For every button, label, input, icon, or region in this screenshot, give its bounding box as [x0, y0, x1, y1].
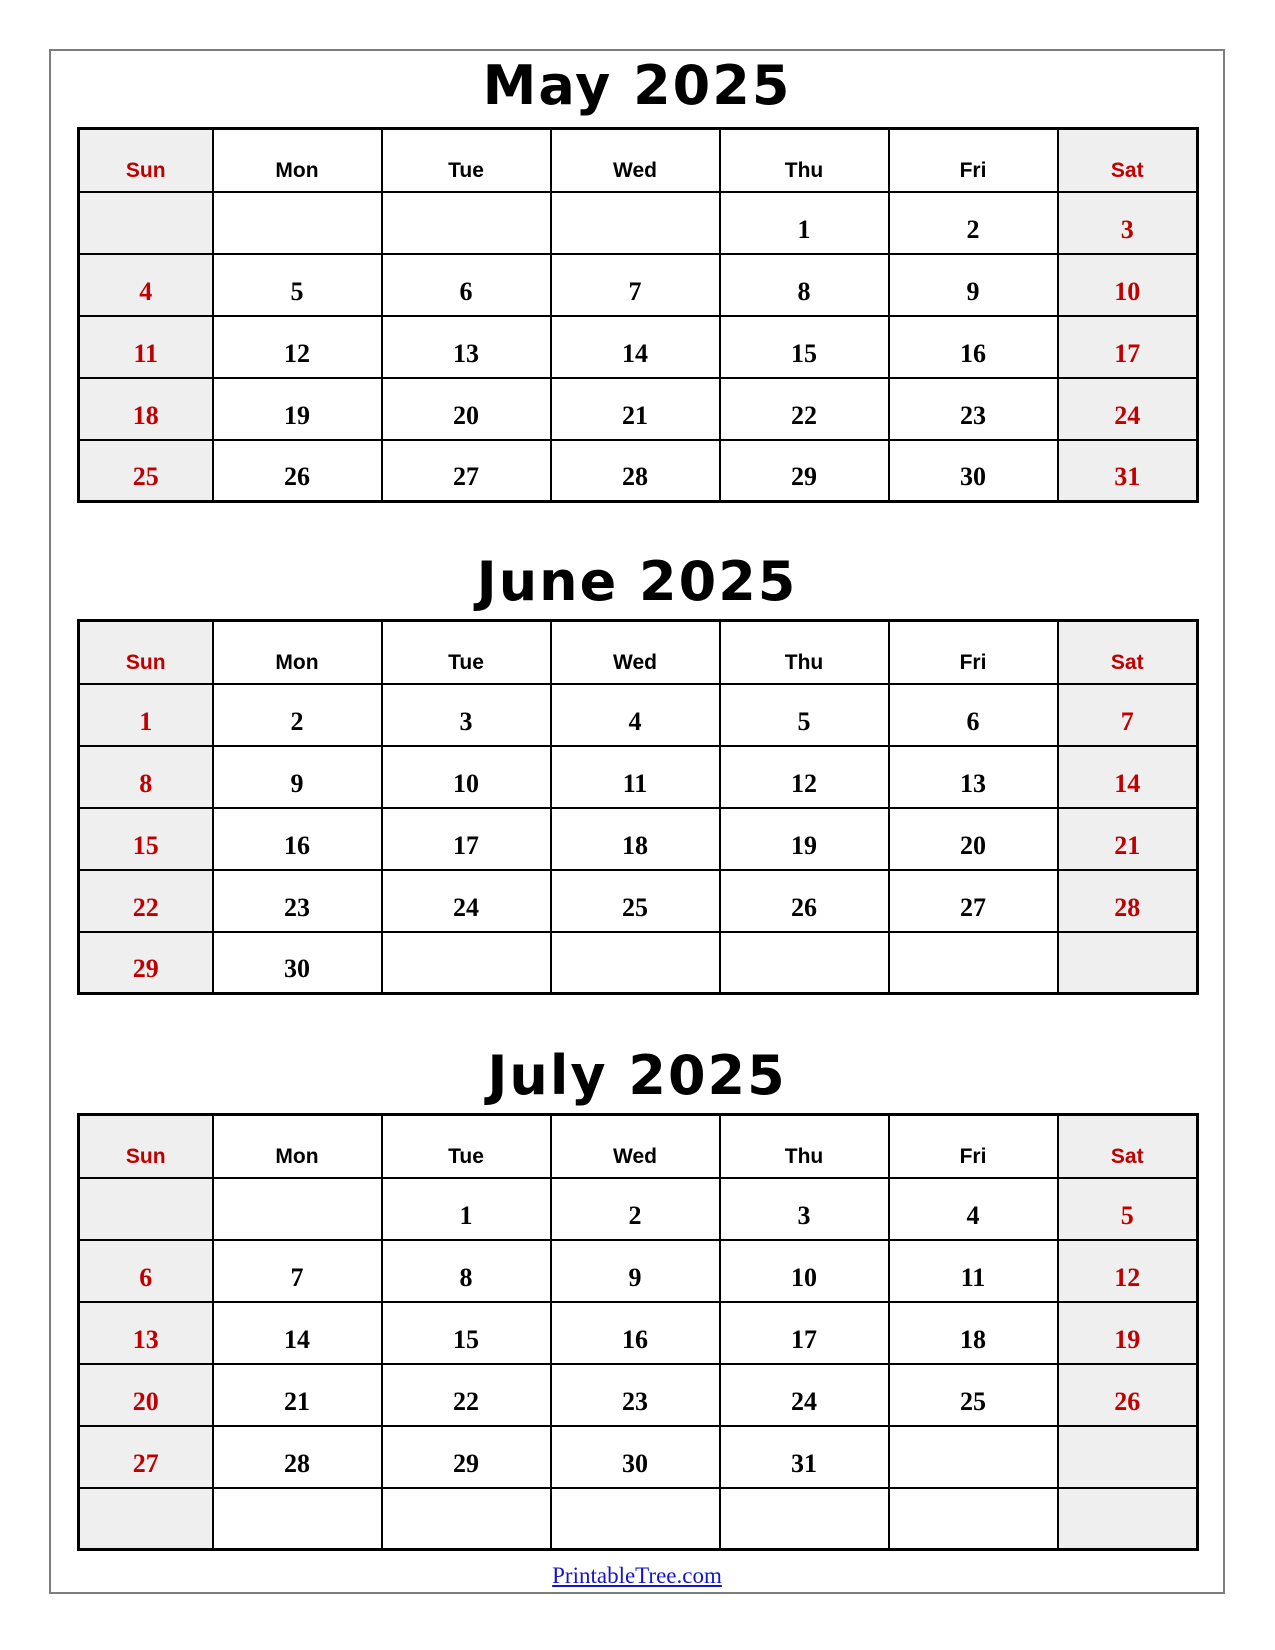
weekday-header-row [79, 1115, 1198, 1178]
calendar-table-july [77, 1113, 1199, 1551]
day-cell-19: 19 [1058, 1302, 1198, 1364]
day-cell-26: 26 [1058, 1364, 1198, 1426]
day-cell-empty [382, 192, 551, 254]
day-cell-9: 9 [213, 746, 382, 808]
day-cell-13: 13 [79, 1302, 213, 1364]
day-cell-30: 30 [889, 440, 1058, 502]
day-cell-empty [1058, 1488, 1198, 1550]
week-row [79, 870, 1198, 932]
day-cell-empty [213, 192, 382, 254]
day-cell-20: 20 [889, 808, 1058, 870]
day-cell-empty [551, 1488, 720, 1550]
month-section-may [51, 54, 1223, 503]
day-cell-4: 4 [889, 1178, 1058, 1240]
day-cell-28: 28 [1058, 870, 1198, 932]
day-cell-24: 24 [1058, 378, 1198, 440]
day-cell-2: 2 [889, 192, 1058, 254]
day-cell-27: 27 [889, 870, 1058, 932]
day-cell-empty [889, 1426, 1058, 1488]
calendar-table-june [77, 619, 1199, 995]
weekday-header-fri: Fri [889, 1115, 1058, 1178]
day-cell-24: 24 [382, 870, 551, 932]
week-row [79, 1364, 1198, 1426]
day-cell-13: 13 [889, 746, 1058, 808]
month-title-june: June 2025 [476, 550, 798, 613]
day-cell-29: 29 [720, 440, 889, 502]
day-cell-15: 15 [382, 1302, 551, 1364]
day-cell-5: 5 [720, 684, 889, 746]
day-cell-empty [79, 192, 213, 254]
day-cell-27: 27 [79, 1426, 213, 1488]
day-cell-30: 30 [551, 1426, 720, 1488]
day-cell-31: 31 [720, 1426, 889, 1488]
week-row [79, 684, 1198, 746]
day-cell-23: 23 [551, 1364, 720, 1426]
week-row [79, 1178, 1198, 1240]
day-cell-empty [889, 932, 1058, 994]
day-cell-25: 25 [551, 870, 720, 932]
day-cell-9: 9 [889, 254, 1058, 316]
weekday-header-fri: Fri [889, 621, 1058, 684]
weekday-header-fri: Fri [889, 129, 1058, 192]
day-cell-20: 20 [79, 1364, 213, 1426]
week-row [79, 378, 1198, 440]
day-cell-25: 25 [889, 1364, 1058, 1426]
footer-link-printabletree[interactable]: PrintableTree.com [552, 1563, 722, 1588]
day-cell-28: 28 [213, 1426, 382, 1488]
day-cell-21: 21 [213, 1364, 382, 1426]
day-cell-5: 5 [1058, 1178, 1198, 1240]
week-row [79, 254, 1198, 316]
day-cell-7: 7 [1058, 684, 1198, 746]
day-cell-27: 27 [382, 440, 551, 502]
day-cell-21: 21 [551, 378, 720, 440]
weekday-header-row [79, 129, 1198, 192]
week-row [79, 440, 1198, 502]
day-cell-3: 3 [1058, 192, 1198, 254]
day-cell-8: 8 [382, 1240, 551, 1302]
month-section-july [51, 1044, 1223, 1551]
day-cell-25: 25 [79, 440, 213, 502]
week-row [79, 1302, 1198, 1364]
day-cell-4: 4 [551, 684, 720, 746]
day-cell-empty [79, 1178, 213, 1240]
weekday-header-tue: Tue [382, 1115, 551, 1178]
day-cell-11: 11 [79, 316, 213, 378]
day-cell-15: 15 [720, 316, 889, 378]
day-cell-1: 1 [382, 1178, 551, 1240]
day-cell-19: 19 [213, 378, 382, 440]
day-cell-14: 14 [213, 1302, 382, 1364]
weekday-header-sun: Sun [79, 1115, 213, 1178]
day-cell-14: 14 [551, 316, 720, 378]
day-cell-3: 3 [382, 684, 551, 746]
day-cell-2: 2 [213, 684, 382, 746]
day-cell-29: 29 [79, 932, 213, 994]
weekday-header-sun: Sun [79, 621, 213, 684]
day-cell-10: 10 [382, 746, 551, 808]
weekday-header-row [79, 621, 1198, 684]
week-row [79, 1488, 1198, 1550]
day-cell-21: 21 [1058, 808, 1198, 870]
day-cell-23: 23 [213, 870, 382, 932]
day-cell-empty [1058, 932, 1198, 994]
day-cell-2: 2 [551, 1178, 720, 1240]
day-cell-15: 15 [79, 808, 213, 870]
day-cell-11: 11 [551, 746, 720, 808]
month-title-may: May 2025 [482, 54, 792, 117]
day-cell-17: 17 [1058, 316, 1198, 378]
day-cell-14: 14 [1058, 746, 1198, 808]
day-cell-12: 12 [720, 746, 889, 808]
day-cell-7: 7 [213, 1240, 382, 1302]
day-cell-1: 1 [720, 192, 889, 254]
weekday-header-tue: Tue [382, 621, 551, 684]
week-row [79, 932, 1198, 994]
weekday-header-sun: Sun [79, 129, 213, 192]
day-cell-16: 16 [889, 316, 1058, 378]
day-cell-18: 18 [889, 1302, 1058, 1364]
weekday-header-sat: Sat [1058, 129, 1198, 192]
day-cell-empty [720, 1488, 889, 1550]
day-cell-22: 22 [79, 870, 213, 932]
footer [51, 1563, 1223, 1589]
day-cell-18: 18 [79, 378, 213, 440]
day-cell-8: 8 [79, 746, 213, 808]
weekday-header-wed: Wed [551, 129, 720, 192]
day-cell-empty [382, 1488, 551, 1550]
day-cell-31: 31 [1058, 440, 1198, 502]
week-row [79, 1426, 1198, 1488]
calendar-table-may [77, 127, 1199, 503]
day-cell-18: 18 [551, 808, 720, 870]
day-cell-23: 23 [889, 378, 1058, 440]
day-cell-8: 8 [720, 254, 889, 316]
weekday-header-thu: Thu [720, 1115, 889, 1178]
day-cell-26: 26 [213, 440, 382, 502]
weekday-header-mon: Mon [213, 1115, 382, 1178]
day-cell-30: 30 [213, 932, 382, 994]
month-title-july: July 2025 [487, 1044, 787, 1107]
day-cell-5: 5 [213, 254, 382, 316]
day-cell-empty [889, 1488, 1058, 1550]
day-cell-empty [213, 1178, 382, 1240]
day-cell-22: 22 [382, 1364, 551, 1426]
day-cell-6: 6 [382, 254, 551, 316]
day-cell-empty [551, 192, 720, 254]
week-row [79, 1240, 1198, 1302]
day-cell-empty [213, 1488, 382, 1550]
weekday-header-tue: Tue [382, 129, 551, 192]
day-cell-12: 12 [213, 316, 382, 378]
day-cell-10: 10 [720, 1240, 889, 1302]
day-cell-empty [382, 932, 551, 994]
day-cell-16: 16 [551, 1302, 720, 1364]
month-section-june [51, 550, 1223, 995]
day-cell-13: 13 [382, 316, 551, 378]
day-cell-6: 6 [79, 1240, 213, 1302]
day-cell-17: 17 [382, 808, 551, 870]
day-cell-20: 20 [382, 378, 551, 440]
weekday-header-thu: Thu [720, 129, 889, 192]
day-cell-29: 29 [382, 1426, 551, 1488]
weekday-header-sat: Sat [1058, 1115, 1198, 1178]
day-cell-16: 16 [213, 808, 382, 870]
day-cell-7: 7 [551, 254, 720, 316]
day-cell-11: 11 [889, 1240, 1058, 1302]
day-cell-3: 3 [720, 1178, 889, 1240]
day-cell-10: 10 [1058, 254, 1198, 316]
day-cell-12: 12 [1058, 1240, 1198, 1302]
day-cell-17: 17 [720, 1302, 889, 1364]
week-row [79, 808, 1198, 870]
day-cell-empty [1058, 1426, 1198, 1488]
day-cell-26: 26 [720, 870, 889, 932]
day-cell-empty [720, 932, 889, 994]
page-border-frame [49, 49, 1225, 1594]
day-cell-22: 22 [720, 378, 889, 440]
weekday-header-wed: Wed [551, 1115, 720, 1178]
week-row [79, 192, 1198, 254]
week-row [79, 316, 1198, 378]
day-cell-empty [79, 1488, 213, 1550]
day-cell-28: 28 [551, 440, 720, 502]
weekday-header-thu: Thu [720, 621, 889, 684]
day-cell-empty [551, 932, 720, 994]
day-cell-9: 9 [551, 1240, 720, 1302]
day-cell-24: 24 [720, 1364, 889, 1426]
week-row [79, 746, 1198, 808]
weekday-header-wed: Wed [551, 621, 720, 684]
day-cell-19: 19 [720, 808, 889, 870]
weekday-header-mon: Mon [213, 621, 382, 684]
day-cell-1: 1 [79, 684, 213, 746]
weekday-header-sat: Sat [1058, 621, 1198, 684]
day-cell-4: 4 [79, 254, 213, 316]
day-cell-6: 6 [889, 684, 1058, 746]
weekday-header-mon: Mon [213, 129, 382, 192]
